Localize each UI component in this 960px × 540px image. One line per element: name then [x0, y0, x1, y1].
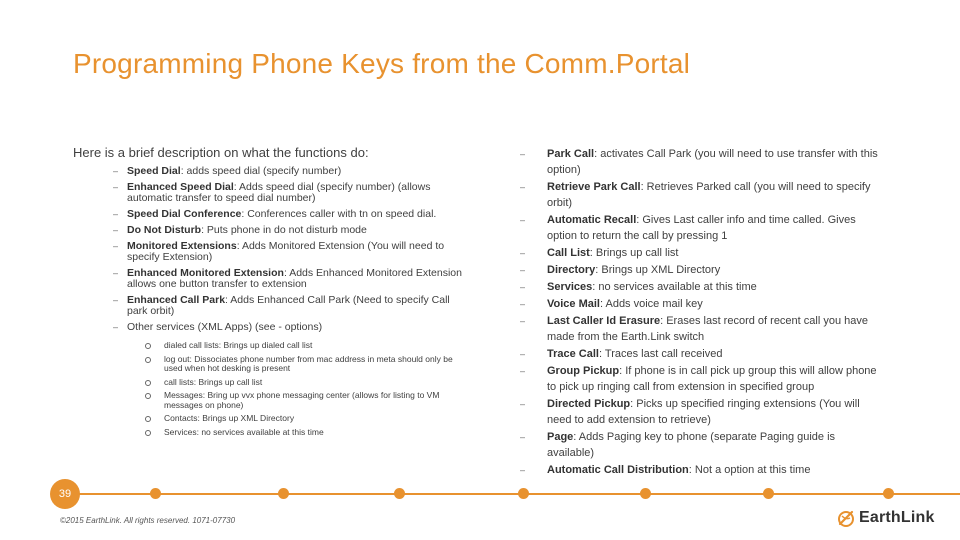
list-item: – Last Caller Id Erasure: Erases last record of recent call you have made from the Earth.Link switch — [520, 313, 885, 345]
list-item: – Enhanced Speed Dial: Adds speed dial (specify number) (allows automatic transfer to speed dial number) — [113, 182, 473, 204]
list-item: – Park Call: activates Call Park (you will need to use transfer with this option) — [520, 146, 885, 178]
sub-list-item: log out: Dissociates phone number from mac address in meta should only be used when hot desking is present — [159, 355, 473, 374]
intro-text: Here is a brief description on what the functions do: — [73, 145, 369, 160]
list-item: – Enhanced Call Park: Adds Enhanced Call Park (Need to specify Call park orbit) — [113, 295, 473, 317]
earthlink-logo — [836, 508, 935, 528]
list-item: – Group Pickup: If phone is in call pick up group this will allow phone to pick up ringing call from extension in specified group — [520, 363, 885, 395]
timeline-dot — [883, 488, 894, 499]
slide-title: Programming Phone Keys from the Comm.Portal — [73, 48, 691, 79]
timeline-dot — [150, 488, 161, 499]
page-number-badge: 39 — [50, 479, 80, 509]
list-item: – Trace Call: Traces last call received — [520, 346, 885, 362]
left-function-list — [73, 166, 473, 437]
sub-list-item: call lists: Brings up call list — [159, 378, 473, 388]
list-item: – Monitored Extensions: Adds Monitored Extension (You will need to specify Extension) — [113, 241, 473, 263]
left-column — [73, 145, 473, 442]
right-column — [520, 146, 885, 479]
sub-list-item: dialed call lists: Brings up dialed call list — [159, 341, 473, 351]
list-item: – Other services (XML Apps) (see - options) dialed call lists: Brings up dialed call list log out: Dissociates phone number from mac address in meta should only be used when hot desking is present call lists: Brings up call list Messages: Bring up vvx phone messaging center (allows for listing to VM messages on phone) Contacts: Brings up XML Directory Services: no services available at this time — [113, 322, 473, 437]
timeline-dot — [518, 488, 529, 499]
earthlink-globe-icon — [836, 508, 856, 528]
sub-list-item: Contacts: Brings up XML Directory — [159, 414, 473, 424]
list-item: – Automatic Recall: Gives Last caller info and time called. Gives option to return the call by pressing 1 — [520, 212, 885, 244]
list-item: – Services: no services available at this time — [520, 279, 885, 295]
timeline-dot — [763, 488, 774, 499]
list-item: – Page: Adds Paging key to phone (separate Paging guide is available) — [520, 429, 885, 461]
xml-apps-sublist — [127, 341, 473, 437]
list-item: – Automatic Call Distribution: Not a option at this time — [520, 462, 885, 478]
timeline-bar — [64, 493, 960, 495]
timeline-dot — [640, 488, 651, 499]
list-item: – Directed Pickup: Picks up specified ringing extensions (You will need to add extension to retrieve) — [520, 396, 885, 428]
list-item: – Directory: Brings up XML Directory — [520, 262, 885, 278]
timeline-dot — [394, 488, 405, 499]
list-item: – Voice Mail: Adds voice mail key — [520, 296, 885, 312]
copyright-text: ©2015 EarthLink. All rights reserved. 1071-07730 — [60, 516, 236, 525]
list-item: – Speed Dial: adds speed dial (specify number) — [113, 166, 473, 177]
sub-list-item: Services: no services available at this time — [159, 428, 473, 438]
list-item: – Retrieve Park Call: Retrieves Parked call (you will need to specify orbit) — [520, 179, 885, 211]
list-item: – Call List: Brings up call list — [520, 245, 885, 261]
list-item: – Speed Dial Conference: Conferences caller with tn on speed dial. — [113, 209, 473, 220]
list-item: – Do Not Disturb: Puts phone in do not disturb mode — [113, 225, 473, 236]
list-item: – Enhanced Monitored Extension: Adds Enhanced Monitored Extension allows one button transfer to extension — [113, 268, 473, 290]
logo-text: EarthLink — [859, 509, 935, 526]
sub-list-item: Messages: Bring up vvx phone messaging center (allows for listing to VM messages on phone) — [159, 391, 473, 410]
right-function-list — [520, 146, 885, 478]
timeline-dot — [278, 488, 289, 499]
